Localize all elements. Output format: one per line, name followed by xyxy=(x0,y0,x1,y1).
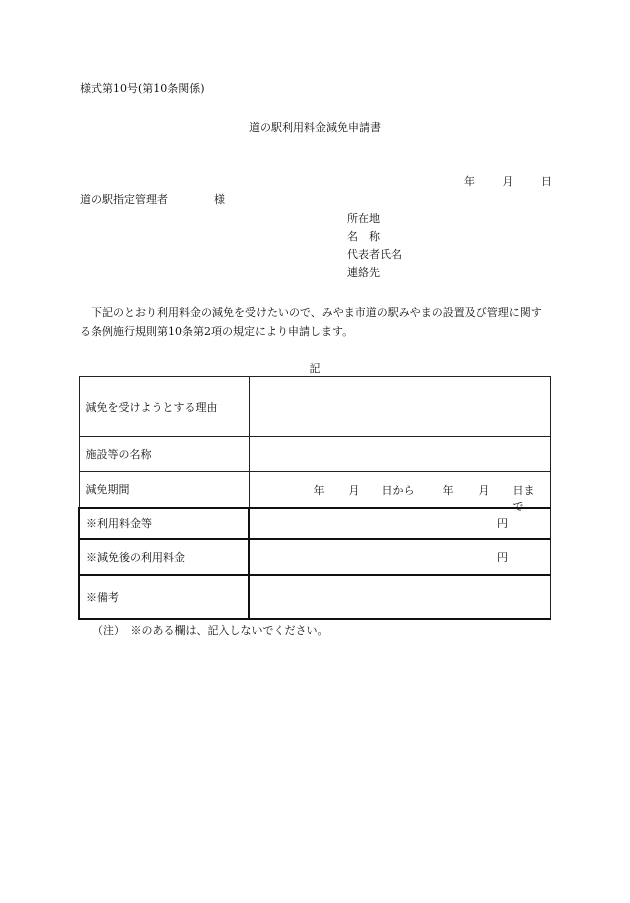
fee-unit: 円 xyxy=(497,517,508,530)
period-start-year: 年 xyxy=(313,484,325,498)
applicant-contact-label: 連絡先 xyxy=(347,266,380,279)
fee-field[interactable] xyxy=(249,508,551,539)
form-number: 様式第10号(第10条関係) xyxy=(80,82,205,95)
reason-field[interactable] xyxy=(249,377,551,437)
reduced-fee-label: ※減免後の利用料金 xyxy=(79,539,249,575)
period-start-month: 月 xyxy=(348,484,360,498)
date-day: 日 xyxy=(541,175,552,188)
period-end-month: 月 xyxy=(478,484,490,498)
table-row-reduced-fee xyxy=(79,539,551,575)
addressee-honorific: 様 xyxy=(214,193,225,206)
period-end-day: 日まで xyxy=(512,484,535,514)
application-table xyxy=(78,376,551,620)
date-line xyxy=(464,175,552,189)
reason-label: 減免を受けようとする理由 xyxy=(79,377,249,437)
addressee xyxy=(80,193,225,207)
fee-label: ※利用料金等 xyxy=(79,508,249,539)
facility-field[interactable] xyxy=(249,437,551,472)
date-month: 月 xyxy=(502,175,514,188)
note: （注） ※のある欄は、記入しないでください。 xyxy=(92,624,329,637)
addressee-name: 道の駅指定管理者 xyxy=(80,193,168,206)
table-row-fee xyxy=(79,508,551,539)
period-end-year: 年 xyxy=(442,484,454,498)
applicant-address-label: 所在地 xyxy=(347,212,380,225)
applicant-name-label: 名 称 xyxy=(347,230,380,243)
period-field[interactable] xyxy=(249,472,551,514)
remarks-label: ※備考 xyxy=(79,575,249,619)
facility-label: 施設等の名称 xyxy=(79,437,249,472)
period-start-day: 日から xyxy=(381,484,415,498)
table-row-remarks xyxy=(79,575,551,619)
remarks-field[interactable] xyxy=(249,575,551,619)
period-label: 減免期間 xyxy=(79,472,249,508)
record-label: 記 xyxy=(309,362,321,375)
date-year: 年 xyxy=(464,175,475,188)
table-row-reason xyxy=(79,377,551,437)
reduced-fee-unit: 円 xyxy=(497,550,508,564)
table-row-period xyxy=(79,472,551,508)
applicant-fields xyxy=(347,212,402,284)
table-row-facility xyxy=(79,437,551,472)
body-text: 下記のとおり利用料金の減免を受けたいので、みやま市道の駅みやまの設置及び管理に関する条例施行規則第10条第2項の規定により申請します。 xyxy=(80,306,542,338)
applicant-representative-label: 代表者氏名 xyxy=(347,248,402,261)
document-title: 道の駅利用料金減免申請書 xyxy=(249,121,381,134)
reduced-fee-field[interactable] xyxy=(249,539,551,575)
